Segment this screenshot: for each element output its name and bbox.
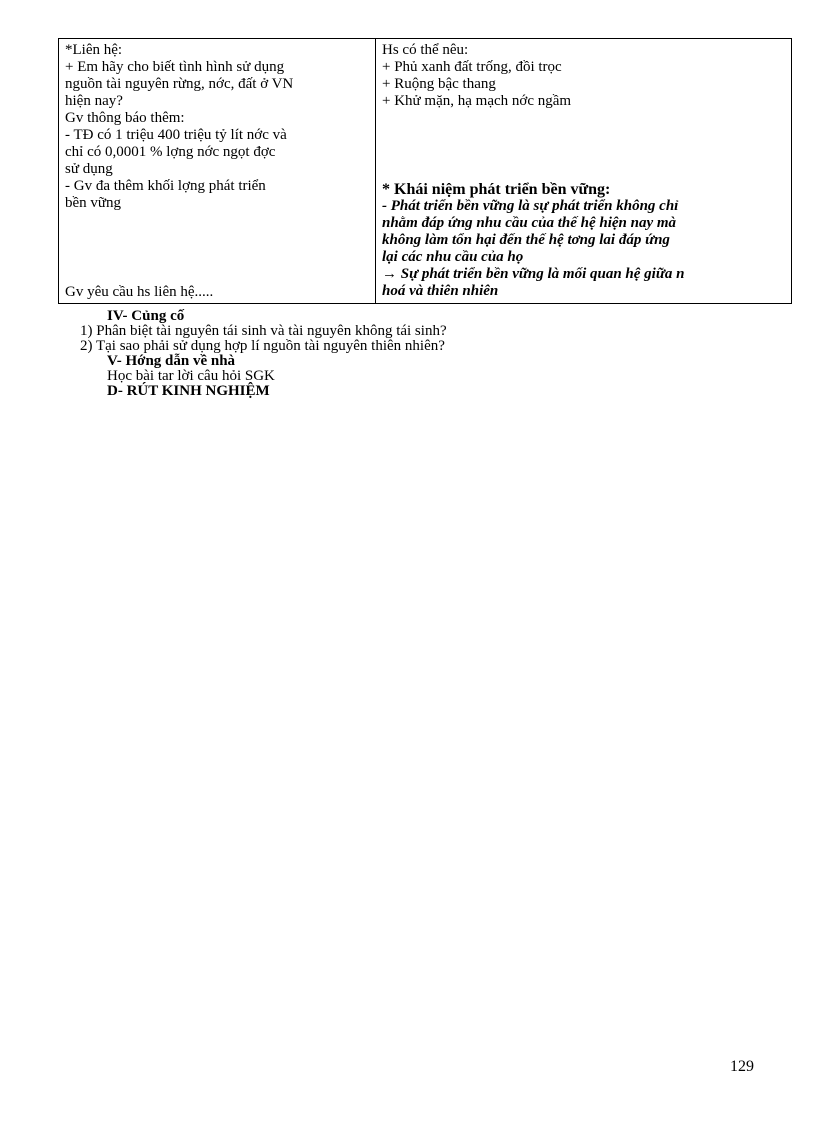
right-cell <box>376 39 792 304</box>
right-line: Hs có thể nêu: <box>382 42 469 58</box>
left-line: *Liên hệ: <box>65 42 123 58</box>
concept-line: - Phát triển bền vững là sự phát triển không chỉ <box>382 198 679 214</box>
left-line: - TĐ có 1 triệu 400 triệu tỷ lít nớc và <box>65 127 287 143</box>
section-iv-item: 1) Phân biệt tài nguyên tái sinh và tài nguyên không tái sinh? <box>80 323 447 339</box>
concept-line: lại các nhu cầu của họ <box>382 249 524 265</box>
concept-line: hoá và thiên nhiên <box>382 283 499 299</box>
section-d-heading: D- RÚT KINH NGHIỆM <box>107 383 270 399</box>
left-line: chỉ có 0,0001 % lợng nớc ngọt đợc <box>65 144 276 160</box>
section-iv-item: 2) Tại sao phải sử dụng hợp lí nguồn tài nguyên thiên nhiên? <box>80 338 445 354</box>
concept-title: * Khái niệm phát triển bền vững: <box>382 181 611 198</box>
left-line: sử dụng <box>65 161 113 177</box>
left-line: + Em hãy cho biết tình hình sử dụng <box>65 59 285 75</box>
left-cell <box>59 39 376 304</box>
concept-line: → Sự phát triển bền vững là mối quan hệ giữa n <box>382 266 685 282</box>
concept-line: không làm tổn hại đến thế hệ tơng lai đáp ứng <box>382 232 670 248</box>
right-line: + Phủ xanh đất trống, đồi trọc <box>382 59 562 75</box>
left-line: bền vững <box>65 195 122 211</box>
content-table <box>58 38 792 304</box>
left-line: nguồn tài nguyên rừng, nớc, đất ở VN <box>65 76 294 92</box>
left-bottom-line: Gv yêu cầu hs liên hệ..... <box>65 284 214 300</box>
right-line: + Khử mặn, hạ mạch nớc ngầm <box>382 93 572 109</box>
concept-block <box>382 181 785 300</box>
right-line: + Ruộng bậc thang <box>382 76 496 92</box>
section-iv-heading: IV- Củng cố <box>107 308 185 324</box>
after-table-section <box>80 309 447 399</box>
left-line: - Gv đa thêm khối lợng phát triển <box>65 178 266 194</box>
section-v-heading: V- Hớng dẫn về nhà <box>107 353 236 369</box>
page-number: 129 <box>730 1058 754 1075</box>
left-line: hiện nay? <box>65 93 123 109</box>
left-line: Gv thông báo thêm: <box>65 110 185 126</box>
concept-line: nhằm đáp ứng nhu cầu của thế hệ hiện nay mà <box>382 215 677 231</box>
table-row <box>59 39 792 304</box>
section-v-text: Học bài tar lời câu hỏi SGK <box>107 368 275 384</box>
